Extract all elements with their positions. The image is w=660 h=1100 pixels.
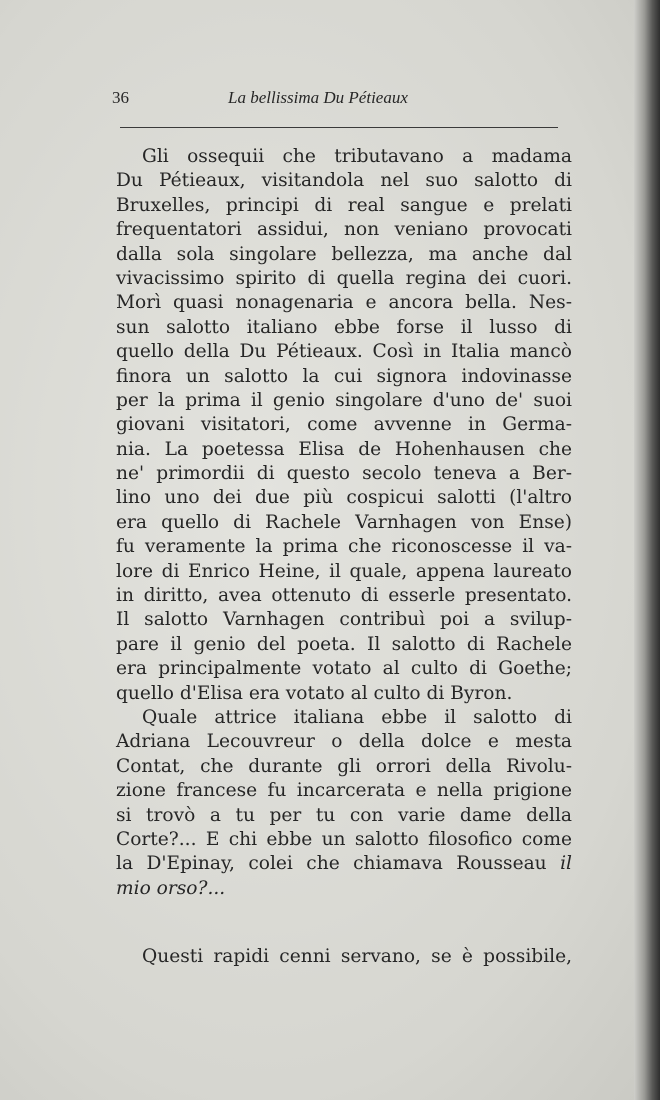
text-line <box>116 608 572 632</box>
body-text <box>116 145 572 970</box>
line-text: era principalmente votato al culto di Goethe; <box>116 658 572 680</box>
line-text: Il salotto Varnhagen contribuì poi a svilup- <box>116 609 572 631</box>
line-text: lino uno dei due più cospicui salotti (l'altro <box>116 487 572 509</box>
text-line <box>116 291 572 315</box>
line-text: si trovò a tu per tu con varie dame della <box>116 804 572 826</box>
text-line <box>116 511 572 535</box>
line-text: Adriana Lecouvreur o della dolce e mesta <box>116 731 572 753</box>
line-text: Questi rapidi cenni servano, se è possibile, <box>142 946 572 968</box>
line-text: Corte?... E chi ebbe un salotto filosofico come <box>116 828 572 850</box>
line-text: quello della Du Pétieaux. Così in Italia mancò <box>116 341 572 363</box>
text-line <box>116 730 572 754</box>
line-text: vivacissimo spirito di quella regina dei cuori. <box>116 267 572 289</box>
text-line <box>116 389 572 413</box>
line-text: per la prima il genio singolare d'uno de' suoi <box>116 389 572 411</box>
text-line <box>116 218 572 242</box>
italic-text: il <box>560 853 572 875</box>
line-text: sun salotto italiano ebbe forse il lusso di <box>116 316 572 338</box>
text-line <box>116 486 572 510</box>
text-line <box>116 438 572 462</box>
text-line <box>116 462 572 486</box>
line-text: Morì quasi nonagenaria e ancora bella. Nes- <box>116 292 572 314</box>
text-line <box>116 828 572 852</box>
text-line <box>116 877 572 901</box>
text-line <box>116 535 572 559</box>
paragraph-gap <box>116 901 572 945</box>
text-line <box>116 243 572 267</box>
text-line <box>116 804 572 828</box>
text-line <box>116 340 572 364</box>
line-text: era quello di Rachele Varnhagen von Ense) <box>116 511 572 533</box>
text-line <box>116 267 572 291</box>
line-text: lore di Enrico Heine, il quale, appena laureato <box>116 560 572 582</box>
page-binding-edge <box>634 0 660 1100</box>
line-text: frequentatori assidui, non veniano provocati <box>116 219 572 241</box>
line-text: la D'Epinay, colei che chiamava Rousseau <box>116 853 547 875</box>
line-text: pare il genio del poeta. Il salotto di Rachele <box>116 633 572 655</box>
paragraph-1 <box>116 145 572 706</box>
paragraph-3 <box>116 945 572 969</box>
page-number: 36 <box>112 88 129 107</box>
line-text: Bruxelles, principi di real sangue e prelati <box>116 194 572 216</box>
text-line <box>116 945 572 969</box>
running-title: La bellissima Du Pétieaux <box>228 88 408 107</box>
italic-text: mio orso?... <box>116 877 226 899</box>
line-text: quello d'Elisa era votato al culto di Byron. <box>116 682 513 704</box>
text-line <box>116 852 572 876</box>
header-rule <box>120 127 558 128</box>
text-line <box>116 194 572 218</box>
line-text: ne' primordii di questo secolo teneva a Ber- <box>116 463 572 485</box>
line-text: dalla sola singolare bellezza, ma anche dal <box>116 243 572 265</box>
line-text: finora un salotto la cui signora indovinasse <box>116 365 572 387</box>
text-line <box>116 633 572 657</box>
text-line <box>116 779 572 803</box>
paragraph-2 <box>116 706 572 901</box>
line-text: giovani visitatori, come avvenne in Germa- <box>116 414 572 436</box>
text-line <box>116 706 572 730</box>
text-line <box>116 584 572 608</box>
page-header <box>112 88 562 114</box>
text-line <box>116 413 572 437</box>
text-line <box>116 169 572 193</box>
text-line <box>116 755 572 779</box>
text-line <box>116 316 572 340</box>
text-line <box>116 365 572 389</box>
line-text: in diritto, avea ottenuto di esserle presentato. <box>116 585 572 607</box>
text-line <box>116 145 572 169</box>
line-text: fu veramente la prima che riconoscesse il va- <box>116 536 572 558</box>
text-line <box>116 657 572 681</box>
line-text: Contat, che durante gli orrori della Rivolu- <box>116 755 572 777</box>
line-text: Du Pétieaux, visitandola nel suo salotto di <box>116 170 572 192</box>
line-text: Gli ossequii che tributavano a madama <box>142 146 572 167</box>
line-text: nia. La poetessa Elisa de Hohenhausen che <box>116 438 572 460</box>
text-line <box>116 560 572 584</box>
line-text: zione francese fu incarcerata e nella prigione <box>116 780 572 802</box>
text-line <box>116 682 572 706</box>
line-text: Quale attrice italiana ebbe il salotto di <box>142 706 572 728</box>
